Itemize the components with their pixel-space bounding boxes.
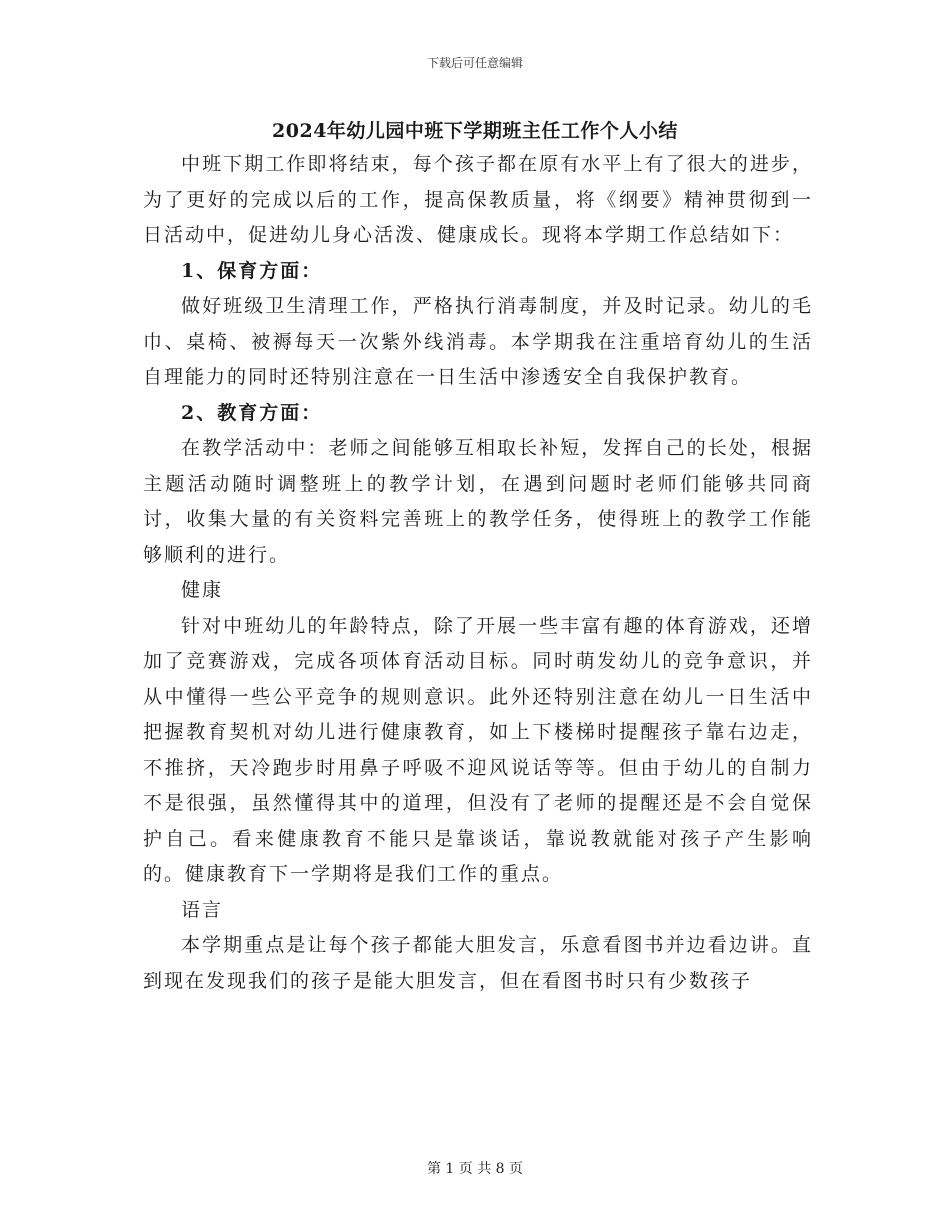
document-title: 2024年幼儿园中班下学期班主任工作个人小结 xyxy=(272,120,678,142)
page-footer: 第 1 页 共 8 页 xyxy=(426,1161,524,1177)
language-paragraph: 本学期重点是让每个孩子都能大胆发言，乐意看图书并边看边讲。直到现在发现我们的孩子是能大胆发言，但在看图书时只有少数孩子 xyxy=(143,934,813,992)
intro-paragraph: 中班下期工作即将结束，每个孩子都在原有水平上有了很大的进步，为了更好的完成以后的工作，提高保教质量，将《纲要》精神贯彻到一日活动中，促进幼儿身心活泼、健康成长。现将本学期工作总结如下： xyxy=(143,153,813,246)
document-body xyxy=(143,147,813,999)
education-paragraph: 在教学活动中：老师之间能够互相取长补短，发挥自己的长处，根据主题活动随时调整班上的教学计划，在遇到问题时老师们能够共同商讨，收集大量的有关资料完善班上的教学任务，使得班上的教学工作能够顺利的进行。 xyxy=(143,437,813,566)
section-heading-childcare: 1、保育方面： xyxy=(181,259,323,282)
health-paragraph: 针对中班幼儿的年龄特点，除了开展一些丰富有趣的体育游戏，还增加了竞赛游戏，完成各项体育活动目标。同时萌发幼儿的竞争意识，并从中懂得一些公平竞争的规则意识。此外还特别注意在幼儿一日生活中把握教育契机对幼儿进行健康教育，如上下楼梯时提醒孩子靠右边走，不推挤，天冷跑步时用鼻子呼吸不迎风说话等等。但由于幼儿的自制力不是很强，虽然懂得其中的道理，但没有了老师的提醒还是不会自觉保护自己。看来健康教育不能只是靠谈话，靠说教就能对孩子产生影响的。健康教育下一学期将是我们工作的重点。 xyxy=(143,614,813,885)
page-header: 下载后可任意编辑 xyxy=(426,56,523,70)
childcare-paragraph: 做好班级卫生清理工作，严格执行消毒制度，并及时记录。幼儿的毛巾、桌椅、被褥每天一次紫外线消毒。本学期我在注重培育幼儿的生活自理能力的同时还特别注意在一日生活中渗透安全自我保护教育。 xyxy=(143,295,813,388)
subheading-health: 健康 xyxy=(181,579,224,601)
section-heading-education: 2、教育方面： xyxy=(181,401,323,424)
subheading-language: 语言 xyxy=(181,898,224,921)
